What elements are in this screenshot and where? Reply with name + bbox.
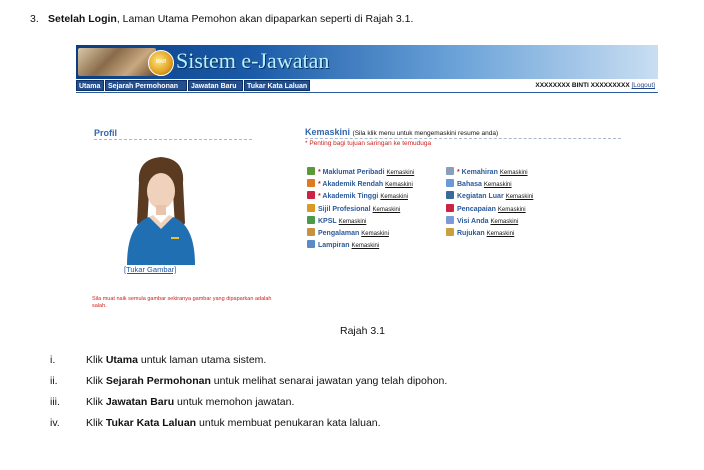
menu-item-label: Lampiran [318, 242, 350, 250]
menu-item-label: Akademik Tinggi [322, 193, 379, 201]
kemaskini-title: Kemaskini [305, 127, 351, 137]
kemaskini-link[interactable]: Kemaskini [385, 182, 413, 189]
menu-item-akademik-tinggi [307, 191, 408, 201]
banner-photos [78, 48, 156, 76]
instruction-suffix: untuk membuat penukaran kata laluan. [196, 417, 381, 429]
instruction-prefix: Klik [86, 396, 106, 408]
logo-text: MAB [155, 59, 167, 65]
menu-item-label: Kemahiran [461, 169, 498, 176]
instruction-number: iv. [50, 417, 60, 429]
kemaskini-link[interactable]: Kemaskini [499, 170, 528, 176]
menu-item-label: Visi Anda [457, 217, 489, 225]
users-icon [446, 228, 454, 236]
menu-item-label: Maklumat Peribadi [322, 169, 385, 176]
step-3-text [30, 13, 413, 25]
logo-icon [148, 50, 174, 76]
kemaskini-link[interactable]: Kemaskini [486, 231, 515, 237]
kemaskini-link[interactable]: Kemaskini [490, 218, 519, 225]
globe-icon [446, 179, 454, 187]
heart-icon [307, 191, 315, 199]
instruction-number: ii. [50, 375, 58, 387]
certificate-icon [307, 204, 315, 212]
kemaskini-link[interactable]: Kemaskini [338, 218, 367, 225]
instruction-bold: Sejarah Permohonan [105, 375, 211, 387]
nav-sejarah-permohonan[interactable]: Sejarah Permohonan [105, 80, 187, 91]
kemaskini-heading [305, 127, 621, 139]
user-info [535, 80, 655, 91]
menu-item-akademik-rendah [307, 179, 413, 189]
nav-tukar-kata-laluan[interactable]: Tukar Kata Laluan [244, 80, 310, 91]
tukar-gambar-link[interactable]: [Tukar Gambar] [124, 265, 177, 274]
profil-heading: Profil [94, 128, 252, 140]
person-icon [307, 167, 315, 175]
menu-item-label: KPSL [318, 217, 337, 225]
instruction-item [50, 396, 294, 408]
instruction-number: iii. [50, 396, 60, 408]
menu-item-visi-anda [446, 216, 518, 226]
tools-icon [446, 167, 454, 175]
instruction-item [50, 354, 266, 366]
menu-item-label: Bahasa [457, 181, 482, 189]
nav-jawatan-baru[interactable]: Jawatan Baru [188, 80, 243, 91]
kemaskini-link[interactable]: Kemaskini [386, 170, 415, 176]
eye-icon [446, 216, 454, 224]
menu-item-rujukan [446, 228, 514, 238]
star-icon [307, 179, 315, 187]
kemaskini-link[interactable]: Kemaskini [351, 243, 380, 250]
required-marker: * [318, 181, 323, 189]
instruction-prefix: Klik [86, 354, 106, 366]
menu-item-kemahiran [446, 167, 528, 177]
kemaskini-warning: * Penting bagi tujuan saringan ke temuduga [305, 140, 432, 147]
user-name: XXXXXXXX BINTI XXXXXXXXX [535, 82, 630, 89]
kemaskini-link[interactable]: Kemaskini [483, 182, 512, 189]
instruction-bold: Utama [105, 354, 138, 366]
instruction-item [50, 417, 381, 429]
instruction-suffix: untuk laman utama sistem. [137, 354, 267, 366]
screenshot-laman-utama [76, 45, 658, 317]
kemaskini-link[interactable]: Kemaskini [372, 206, 401, 213]
menu-item-label: Pengalaman [318, 230, 360, 237]
menu-item-label: Sijil Profesional [318, 205, 371, 213]
step-rest: , Laman Utama Pemohon akan dipaparkan seperti di Rajah 3.1. [116, 13, 414, 25]
instruction-item [50, 375, 447, 387]
menu-item-kegiatan-luar [446, 191, 533, 201]
activity-icon [446, 191, 454, 199]
photo-note: Sila muat naik semula gambar sekiranya gambar yang dipaparkan adalah salah. [92, 296, 272, 309]
instruction-number: i. [50, 354, 56, 366]
menu-item-label: Pencapaian [457, 205, 496, 213]
avatar [125, 153, 197, 265]
briefcase-icon [307, 228, 315, 236]
required-marker: * [318, 169, 323, 176]
menu-item-kpsl [307, 216, 366, 226]
figure-caption: Rajah 3.1 [340, 325, 385, 337]
instruction-bold: Jawatan Baru [105, 396, 175, 408]
award-icon [446, 204, 454, 212]
nav-utama[interactable]: Utama [76, 80, 104, 91]
nav-bar [76, 80, 658, 93]
attachment-icon [307, 240, 315, 248]
menu-item-label: Rujukan [457, 230, 485, 237]
kemaskini-link[interactable]: Kemaskini [361, 231, 389, 237]
menu-item-pencapaian [446, 204, 526, 214]
logout-link[interactable]: [Logout] [631, 82, 655, 89]
instruction-suffix: untuk melihat senarai jawatan yang telah dipohon. [210, 375, 448, 387]
kemaskini-link[interactable]: Kemaskini [497, 206, 526, 213]
menu-item-bahasa [446, 179, 512, 189]
menu-item-label: Akademik Rendah [322, 181, 384, 189]
required-marker: * [457, 169, 462, 176]
required-marker: * [318, 193, 323, 201]
menu-item-sijil-profesional [307, 204, 400, 214]
app-title: Sistem e-Jawatan [176, 48, 330, 73]
menu-item-pengalaman [307, 228, 389, 238]
instruction-bold: Tukar Kata Laluan [105, 417, 197, 429]
kemaskini-link[interactable]: Kemaskini [505, 194, 534, 201]
kemaskini-link[interactable]: Kemaskini [380, 194, 408, 201]
kemaskini-subtitle: (Sila klik menu untuk mengemaskini resume anda) [352, 130, 499, 137]
instruction-suffix: untuk memohon jawatan. [174, 396, 295, 408]
menu-item-lampiran [307, 240, 379, 250]
menu-item-label: Kegiatan Luar [457, 193, 504, 201]
app-banner [76, 45, 658, 79]
step-bold: Setelah Login [48, 13, 117, 25]
instruction-prefix: Klik [86, 417, 106, 429]
instruction-prefix: Klik [86, 375, 106, 387]
menu-item-maklumat-peribadi [307, 167, 414, 177]
book-icon [307, 216, 315, 224]
step-number: 3. [30, 13, 39, 25]
